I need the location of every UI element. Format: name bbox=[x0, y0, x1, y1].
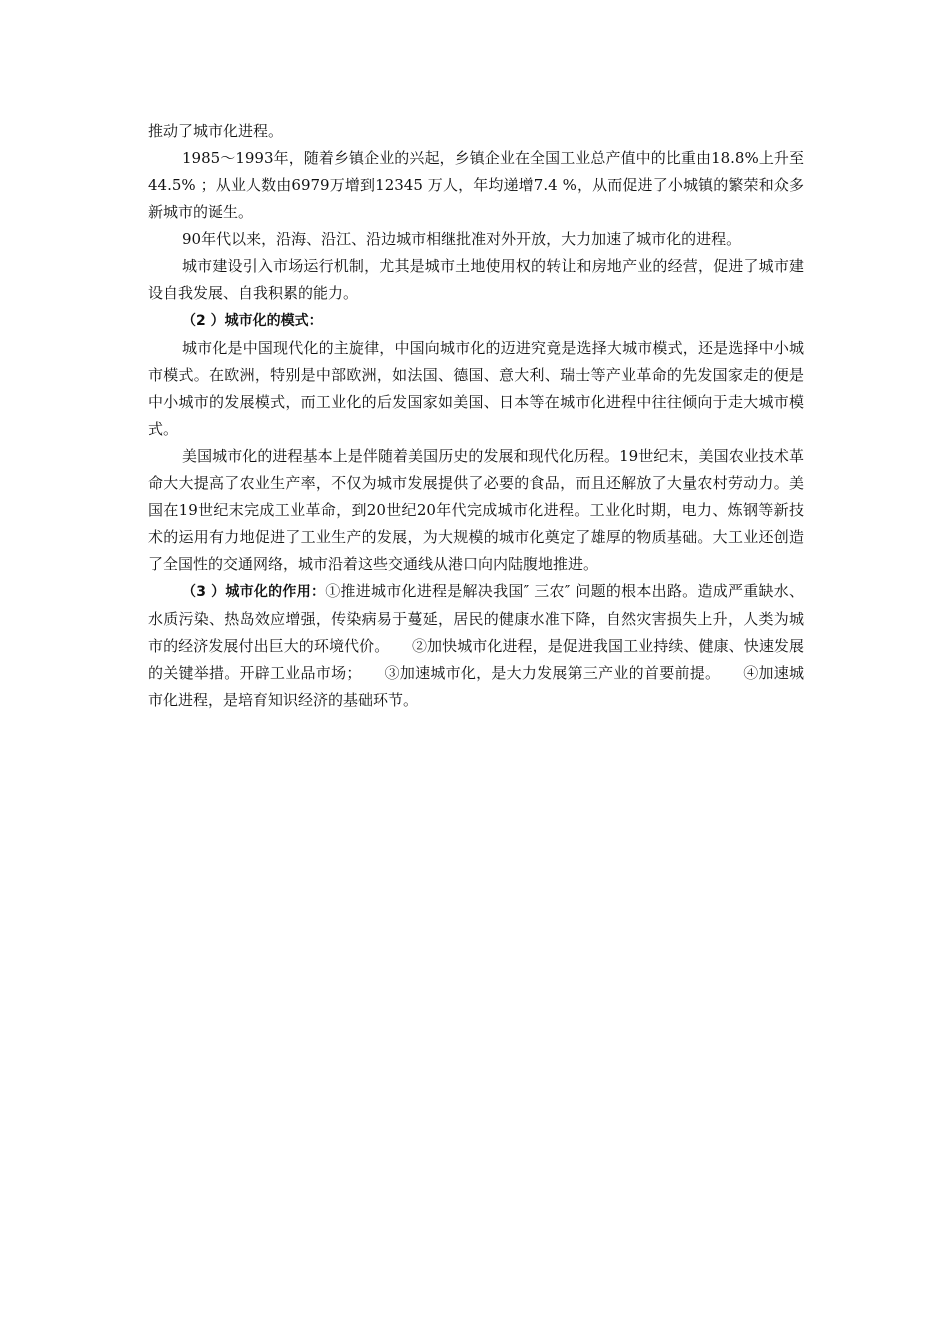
section-3-heading: （3 ）城市化的作用： bbox=[182, 584, 326, 600]
paragraph-opening-up: 90年代以来，沿海、沿江、沿边城市相继批准对外开放，大力加速了城市化的进程。 bbox=[182, 230, 742, 248]
section-2-heading: （2 ）城市化的模式： bbox=[182, 313, 323, 329]
section-2-heading-paragraph bbox=[148, 307, 804, 335]
section-3-body: ①推进城市化进程是解决我国″ 三农″ 问题的根本出路。造成严重缺水、水质污染、热岛效应增强，传染病易于蔓延，居民的健康水准下降，自然灾害损失上升，人类为城市的经济发展付出巨大的环境代价。 ②加快城市化进程，是促进我国工业持续、健康、快速发展的关键举措。开辟工业品市场； ③加速城市化，是大力发展第三产业的首要前提。 ④加速城市化进程，是培育知识经济的基础环节。 bbox=[148, 582, 804, 709]
paragraph-township-enterprises: 1985～1993年，随着乡镇企业的兴起，乡镇企业在全国工业总产值中的比重由18.8%上升至44.5% ；从业人数由6979万增到12345 万人，年均递增7.4 %，从而促进了小城镇的繁荣和众多新城市的诞生。 bbox=[148, 149, 804, 221]
paragraph-us-urbanization: 美国城市化的进程基本上是伴随着美国历史的发展和现代化历程。19世纪末，美国农业技术革命大大提高了农业生产率，不仅为城市发展提供了必要的食品，而且还解放了大量农村劳动力。美国在19世纪末完成工业革命，到20世纪20年代完成城市化进程。工业化时期，电力、炼钢等新技术的运用有力地促进了工业生产的发展，为大规模的城市化奠定了雄厚的物质基础。大工业还创造了全国性的交通网络，城市沿着这些交通线从港口向内陆腹地推进。 bbox=[148, 447, 804, 573]
paragraph-urbanization-intro: 推动了城市化进程。 bbox=[148, 122, 284, 140]
section-3-paragraph bbox=[148, 578, 804, 714]
paragraph-urbanization-models: 城市化是中国现代化的主旋律，中国向城市化的迈进究竟是选择大城市模式，还是选择中小城市模式。在欧洲，特别是中部欧洲，如法国、德国、意大利、瑞士等产业革命的先发国家走的便是中小城市的发展模式，而工业化的后发国家如美国、日本等在城市化进程中往往倾向于走大城市模式。 bbox=[148, 339, 804, 438]
document-page bbox=[148, 118, 804, 714]
paragraph-market-mechanism: 城市建设引入市场运行机制，尤其是城市土地使用权的转让和房地产业的经营，促进了城市建设自我发展、自我积累的能力。 bbox=[148, 257, 804, 302]
